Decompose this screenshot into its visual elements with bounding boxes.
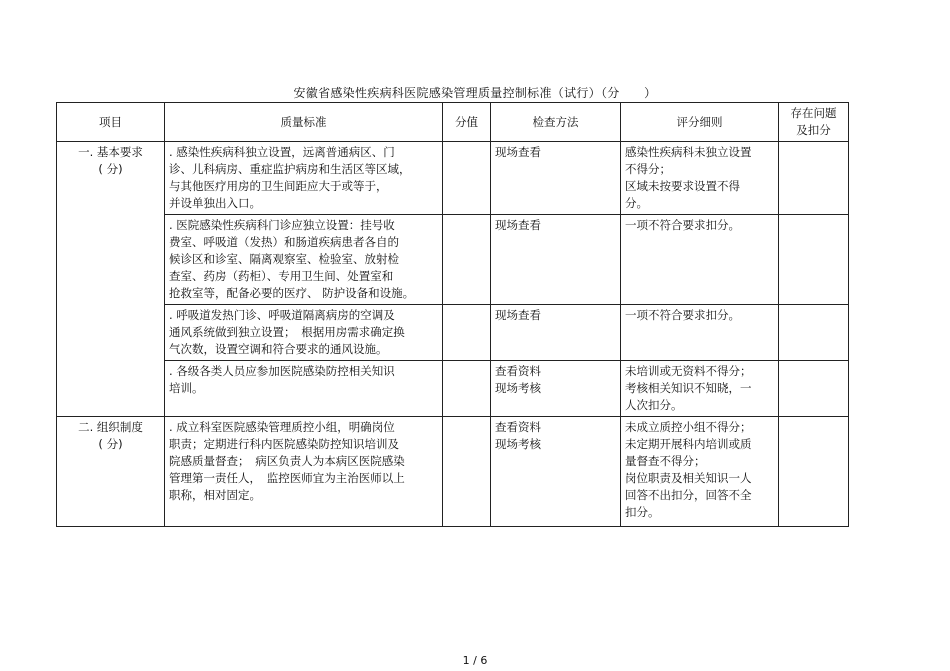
quality-standard-table: [56, 102, 849, 527]
problem-cell: [779, 305, 849, 361]
section-item-basic: 一. 基本要求 ( 分): [57, 142, 165, 417]
table-header-row: [57, 103, 849, 142]
rule-cell: 未成立质控小组不得分； 未定期开展科内培训或质 量督查不得分； 岗位职责及相关知识一人 回答不出扣分，回答不全 扣分。: [621, 417, 779, 527]
method-cell: 查看资料 现场考核: [491, 361, 621, 417]
standard-cell: . 呼吸道发热门诊、呼吸道隔离病房的空调及 通风系统做到独立设置； 根据用房需求确定换 气次数，设置空调和符合要求的通风设施。: [165, 305, 443, 361]
table-row: [57, 215, 849, 305]
method-cell: 现场查看: [491, 305, 621, 361]
standard-cell: . 感染性疾病科独立设置，远离普通病区、门 诊、儿科病房、重症监护病房和生活区等区域， 与其他医疗用房的卫生间距应大于或等于， 并设单独出入口。: [165, 142, 443, 215]
score-cell: [443, 142, 491, 215]
problem-cell: [779, 417, 849, 527]
problem-cell: [779, 361, 849, 417]
header-item: 项目: [57, 103, 165, 142]
problem-cell: [779, 142, 849, 215]
standard-cell: . 医院感染性疾病科门诊应独立设置：挂号收 费室、呼吸道（发热）和肠道疾病患者各自的 候诊区和诊室、隔离观察室、检验室、放射检 查室、药房（药柜）、专用卫生间、处置室和 抢救室等，配备必要的医疗、 防护设备和设施。: [165, 215, 443, 305]
table-row: [57, 305, 849, 361]
method-cell: 现场查看: [491, 142, 621, 215]
problem-cell: [779, 215, 849, 305]
header-problem: 存在问题 及扣分: [779, 103, 849, 142]
score-cell: [443, 305, 491, 361]
score-cell: [443, 215, 491, 305]
standard-cell: . 成立科室医院感染管理质控小组，明确岗位 职责；定期进行科内医院感染防控知识培训及 院感质量督查； 病区负责人为本病区医院感染 管理第一责任人， 监控医师宜为主治医师以上 职称，相对固定。: [165, 417, 443, 527]
page-number: 1 / 6: [462, 654, 488, 667]
rule-cell: 感染性疾病科未独立设置 不得分； 区域未按要求设置不得 分。: [621, 142, 779, 215]
header-score: 分值: [443, 103, 491, 142]
score-cell: [443, 417, 491, 527]
header-method: 检查方法: [491, 103, 621, 142]
standard-cell: . 各级各类人员应参加医院感染防控相关知识 培训。: [165, 361, 443, 417]
score-cell: [443, 361, 491, 417]
table-row: [57, 361, 849, 417]
method-cell: 查看资料 现场考核: [491, 417, 621, 527]
method-cell: 现场查看: [491, 215, 621, 305]
section-item-organization: 二. 组织制度 ( 分): [57, 417, 165, 527]
document-title: 安徽省感染性疾病科医院感染管理质量控制标准（试行）（分 ）: [293, 86, 657, 100]
rule-cell: 一项不符合要求扣分。: [621, 305, 779, 361]
header-standard: 质量标准: [165, 103, 443, 142]
header-rule: 评分细则: [621, 103, 779, 142]
rule-cell: 一项不符合要求扣分。: [621, 215, 779, 305]
table-row: [57, 417, 849, 527]
table-row: [57, 142, 849, 215]
rule-cell: 未培训或无资料不得分； 考核相关知识不知晓，一 人次扣分。: [621, 361, 779, 417]
